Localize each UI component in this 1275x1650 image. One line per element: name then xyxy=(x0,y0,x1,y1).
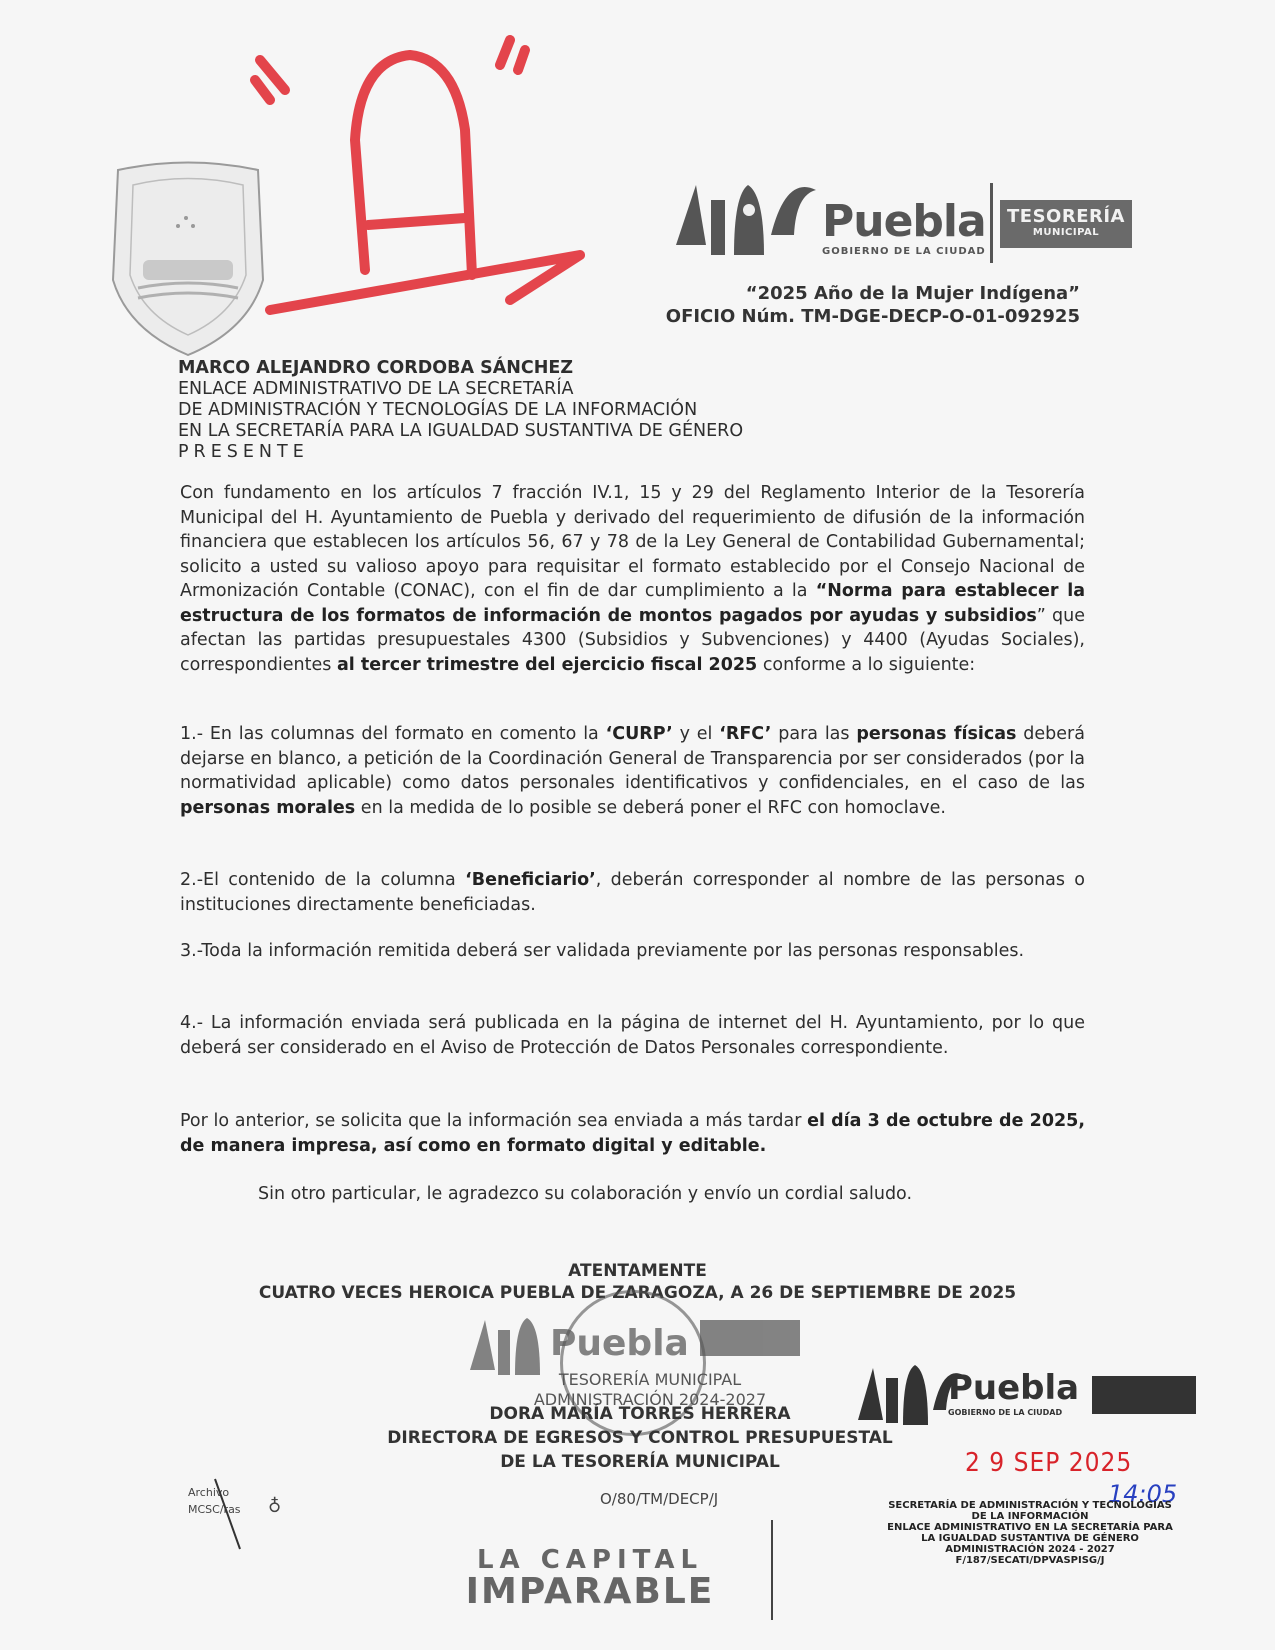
svg-text:Puebla: Puebla xyxy=(550,1323,689,1364)
p2-text-e: para las xyxy=(771,724,857,744)
signer-organization: DE LA TESORERÍA MUNICIPAL xyxy=(500,1452,780,1472)
p2-curp: ‘CURP’ xyxy=(605,724,673,744)
slogan-line-2: IMPARABLE xyxy=(465,1571,715,1612)
paragraph-deadline xyxy=(180,1109,1085,1158)
addressee-name: MARCO ALEJANDRO CORDOBA SÁNCHEZ xyxy=(178,358,574,378)
year-motto: “2025 Año de la Mujer Indígena” xyxy=(745,283,1080,304)
received-line-3: ENLACE ADMINISTRATIVO EN LA SECRETARÍA PARA xyxy=(887,1522,1173,1533)
p3-text-a: 2.-El contenido de la columna xyxy=(180,870,466,890)
puebla-received-logo-subtitle: GOBIERNO DE LA CIUDAD xyxy=(948,1408,1063,1417)
paragraph-point-3: 3.-Toda la información remitida deberá ser validada previamente por las personas responsables. xyxy=(180,941,1025,961)
place-date-line: CUATRO VECES HEROICA PUEBLA DE ZARAGOZA, A 26 DE SEPTIEMBRE DE 2025 xyxy=(258,1283,1017,1303)
p3-beneficiario: ‘Beneficiario’ xyxy=(465,870,596,890)
received-line-1: SECRETARÍA DE ADMINISTRACIÓN Y TECNOLOGÍAS xyxy=(888,1500,1172,1511)
p2-rfc: ‘RFC’ xyxy=(719,724,772,744)
slogan-line-1: LA CAPITAL xyxy=(476,1545,704,1575)
paragraph-intro xyxy=(180,481,1085,677)
seal-stamp-line-1: TESORERÍA MUNICIPAL xyxy=(558,1370,742,1389)
received-stamp-text xyxy=(870,1500,1190,1566)
p2-text-i: en la medida de lo posible se deberá poner el RFC con homoclave. xyxy=(355,797,946,818)
addressee-line-1: ENLACE ADMINISTRATIVO DE LA SECRETARÍA xyxy=(178,379,574,399)
paragraph-point-2 xyxy=(180,868,1085,917)
received-logo-box xyxy=(1092,1376,1196,1414)
p2-text-a: 1.- En las columnas del formato en comento la xyxy=(180,724,606,744)
archive-symbol: ♁ xyxy=(268,1496,282,1517)
addressee-block xyxy=(178,358,743,463)
p1-period: al tercer trimestre del ejercicio fiscal 2025 xyxy=(336,654,758,675)
handwritten-red-a-mark xyxy=(240,20,620,330)
logo-divider xyxy=(990,183,993,263)
signer-title: DIRECTORA DE EGRESOS Y CONTROL PRESUPUESTAL xyxy=(387,1428,893,1448)
received-line-5: ADMINISTRACIÓN 2024 - 2027 xyxy=(945,1544,1115,1555)
addressee-line-3: EN LA SECRETARÍA PARA LA IGUALDAD SUSTANTIVA DE GÉNERO xyxy=(178,421,744,441)
tesoreria-badge xyxy=(1000,200,1132,248)
p1-norma: “Norma para establecer la estructura de los formatos de información de montos pagados por ayudas y subsidios xyxy=(180,581,1086,626)
stamp-code: O/80/TM/DECP/J xyxy=(600,1490,719,1508)
received-line-4: LA IGUALDAD SUSTANTIVA DE GÉNERO xyxy=(921,1533,1139,1544)
atentamente-label: ATENTAMENTE xyxy=(568,1261,707,1281)
archive-label: Archivo xyxy=(188,1486,230,1499)
puebla-logo-subtitle: GOBIERNO DE LA CIUDAD xyxy=(822,246,986,257)
p6-deadline: el día 3 de octubre de 2025, de manera impresa, así como en formato digital y editable. xyxy=(180,1111,1085,1156)
p1-text-a: Con fundamento en los artículos 7 fracción IV.1, 15 y 29 del Reglamento Interior de la Tesorería Municipal del H. Ayuntamiento de Puebla y derivado del requerimiento de difusión de la información financiera que establecen los artículos 56, 67 y 78 de la Ley General de Contabilidad Gubernamental; solicito a usted su valioso apoyo para requisitar el formato establecido por el Consejo Nacional de Armonización Contable (CONAC), con el fin de dar cumplimiento a la xyxy=(180,483,1085,601)
paragraph-point-1 xyxy=(180,722,1085,820)
seal-stamp-line-2: ADMINISTRACIÓN 2024-2027 xyxy=(533,1390,767,1409)
presente-label: PRESENTE xyxy=(178,442,309,462)
tesoreria-label: TESORERÍA xyxy=(1007,206,1125,227)
archive-initials: MCSC/ras xyxy=(188,1503,241,1516)
p1-text-c: ” que afectan las partidas presupuestales 4300 (Subsidios y Subvenciones) y 4400 (Ayudas Sociales), correspondientes xyxy=(180,605,1085,675)
p2-text-c: y el xyxy=(672,724,720,744)
p3-text-c: , deberán corresponder al nombre de las personas o instituciones directamente beneficiadas. xyxy=(180,870,1085,915)
p2-morales: personas morales xyxy=(180,797,356,818)
puebla-received-logo-word: Puebla xyxy=(948,1368,1080,1408)
received-time-handwritten: 14:05 xyxy=(1108,1480,1178,1508)
p1-text-e: conforme a lo siguiente: xyxy=(757,654,976,675)
received-line-2: DE LA INFORMACIÓN xyxy=(971,1511,1089,1522)
p2-fisicas: personas físicas xyxy=(856,724,1017,744)
municipal-label: MUNICIPAL xyxy=(1032,227,1100,238)
addressee-line-2: DE ADMINISTRACIÓN Y TECNOLOGÍAS DE LA INFORMACIÓN xyxy=(178,400,698,420)
paragraph-point-4: 4.- La información enviada será publicada en la página de internet del H. Ayuntamiento, por lo que deberá ser considerado en el Aviso de Protección de Datos Personales correspondiente. xyxy=(180,1013,1085,1058)
archive-check-mark xyxy=(210,1474,250,1554)
received-line-6: F/187/SECATI/DPVASPISG/J xyxy=(955,1555,1105,1566)
paragraph-farewell: Sin otro particular, le agradezco su colaboración y envío un cordial saludo. xyxy=(258,1184,913,1204)
footer-divider xyxy=(771,1520,773,1620)
received-date-stamp: 2 9 SEP 2025 xyxy=(965,1448,1133,1478)
puebla-logo-word: Puebla xyxy=(822,196,986,247)
p2-text-g: deberá dejarse en blanco, a petición de la Coordinación General de Transparencia por ser considerados (por la normatividad aplicable) como datos personales identificativos y confidenciales, en el caso de las xyxy=(180,724,1085,793)
footer-slogan xyxy=(430,1545,750,1612)
oficio-number: OFICIO Núm. TM-DGE-DECP-O-01-092925 xyxy=(665,306,1080,327)
signer-name: DORA MARÍA TORRES HERRERA xyxy=(489,1404,791,1424)
p6-text-a: Por lo anterior, se solicita que la información sea enviada a más tardar xyxy=(180,1111,808,1131)
